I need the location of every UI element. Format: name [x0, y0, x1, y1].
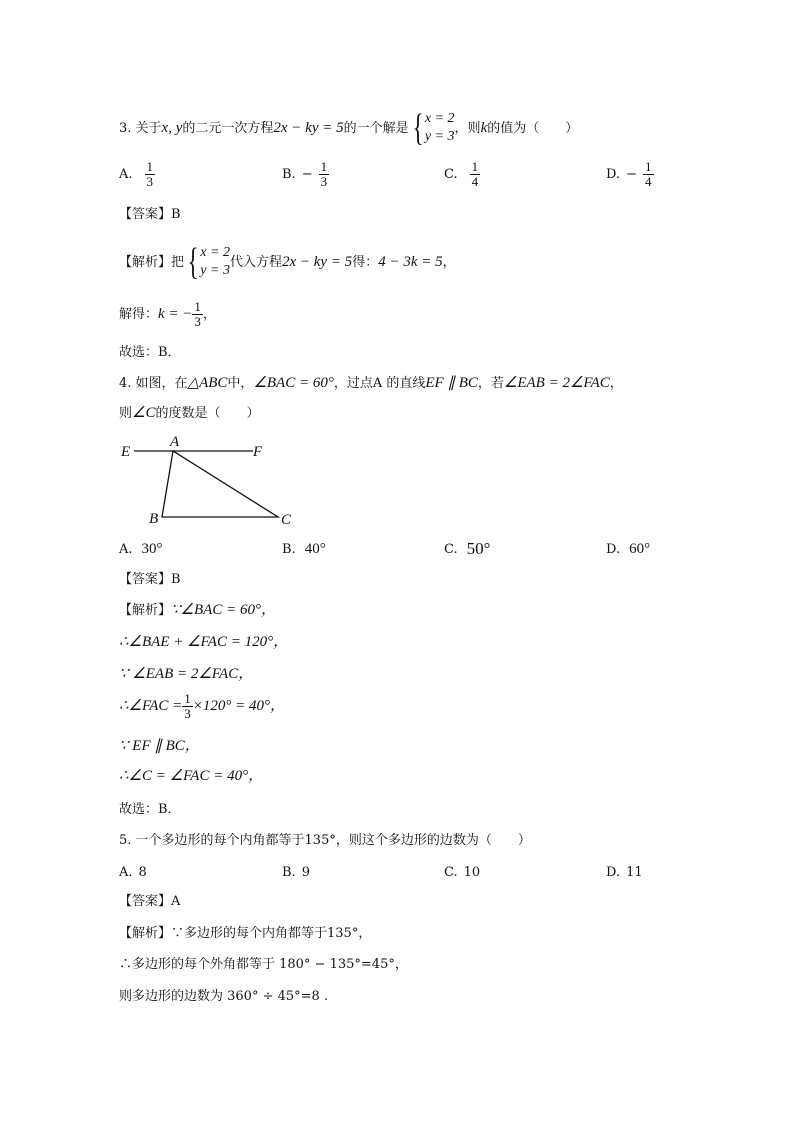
q3-option-c[interactable]: C. $\frac{1}{4}$ — [444, 159, 479, 189]
q5-analysis-step3: 则多边形的边数为 360° ÷ 45°=8 . — [119, 989, 329, 1004]
q4-analysis-step2: ∴∠BAE + ∠FAC = 120°， — [119, 634, 289, 650]
q3-stem: 3. 关于 x, y 的二元一次方程 2x − ky = 5 的一个解是 { x = 2 y = 3 ，则 k 的值为（ ） — [119, 106, 579, 149]
q4-figure — [118, 432, 318, 532]
q3-answer: 【答案】B — [119, 207, 181, 222]
triangle-abc — [162, 451, 278, 517]
label-a: A — [170, 434, 180, 450]
q3-equation: 2x − ky = 5 — [273, 119, 344, 136]
q4-stem-line2: 则 ∠C 的度数是（ ） — [119, 405, 260, 421]
q5-option-b[interactable]: B. 9 — [282, 865, 310, 880]
q4-option-b[interactable]: B. 40° — [282, 541, 326, 557]
q3-system: { x = 2 y = 3 — [412, 106, 455, 149]
q5-stem: 5. 一个多边形的每个内角都等于135°，则这个多边形的边数为（ ） — [119, 833, 531, 848]
label-e: E — [121, 444, 131, 460]
q4-analysis-step6: ∴∠C = ∠FAC = 40°， — [119, 768, 264, 784]
q3-choose: 故选：B． — [119, 345, 181, 360]
q5-analysis-step1: 【解析】 ∵多边形的每个内角都等于135°， — [119, 926, 372, 941]
q3-option-d[interactable]: D. − $\frac{1}{4}$ — [606, 159, 652, 189]
q4-option-a[interactable]: A. 30° — [119, 541, 163, 557]
q4-option-c[interactable]: C. 50° — [444, 539, 491, 558]
q4-analysis-step5: ∵ EF ∥ BC， — [119, 738, 200, 754]
label-c: C — [281, 512, 292, 528]
q3-solve: 解得： k = − $\frac{1}{3}$ ， — [119, 299, 216, 329]
q5-option-d[interactable]: D. 11 — [606, 865, 643, 880]
q4-analysis-step3: ∵ ∠EAB = 2∠FAC， — [119, 666, 254, 682]
q4-analysis-step1: 【解析】 ∵∠BAC = 60°， — [119, 602, 276, 618]
q3-analysis: 【解析】 把 { x = 2 y = 3 代入方程 2x − ky = 5 得： 4 − 3k = 5 ， — [119, 240, 456, 283]
q4-choose: 故选：B． — [119, 802, 181, 817]
q3-option-b[interactable]: B. − $\frac{1}{3}$ — [282, 159, 328, 189]
q4-analysis-step4: ∴∠FAC = $\frac{1}{3}$ ×120° = 40°， — [119, 691, 286, 721]
q5-analysis-step2: ∴多边形的每个外角都等于 180° − 135°=45°， — [119, 957, 408, 972]
q5-answer: 【答案】A — [119, 894, 181, 909]
q4-stem: 4. 如图，在 △ABC 中， ∠BAC = 60° ，过点A 的直线 EF ∥ BC ，若 ∠EAB = 2∠FAC ， — [119, 375, 623, 391]
q3-option-a[interactable]: A. $\frac{1}{3}$ — [119, 159, 154, 189]
q4-answer: 【答案】B — [119, 572, 181, 587]
label-f: F — [253, 444, 263, 460]
q4-option-d[interactable]: D. 60° — [606, 541, 651, 557]
label-b: B — [149, 511, 159, 527]
q5-option-a[interactable]: A. 8 — [119, 865, 147, 880]
q3-vars: x, y — [161, 119, 183, 136]
q5-option-c[interactable]: C. 10 — [444, 865, 481, 880]
